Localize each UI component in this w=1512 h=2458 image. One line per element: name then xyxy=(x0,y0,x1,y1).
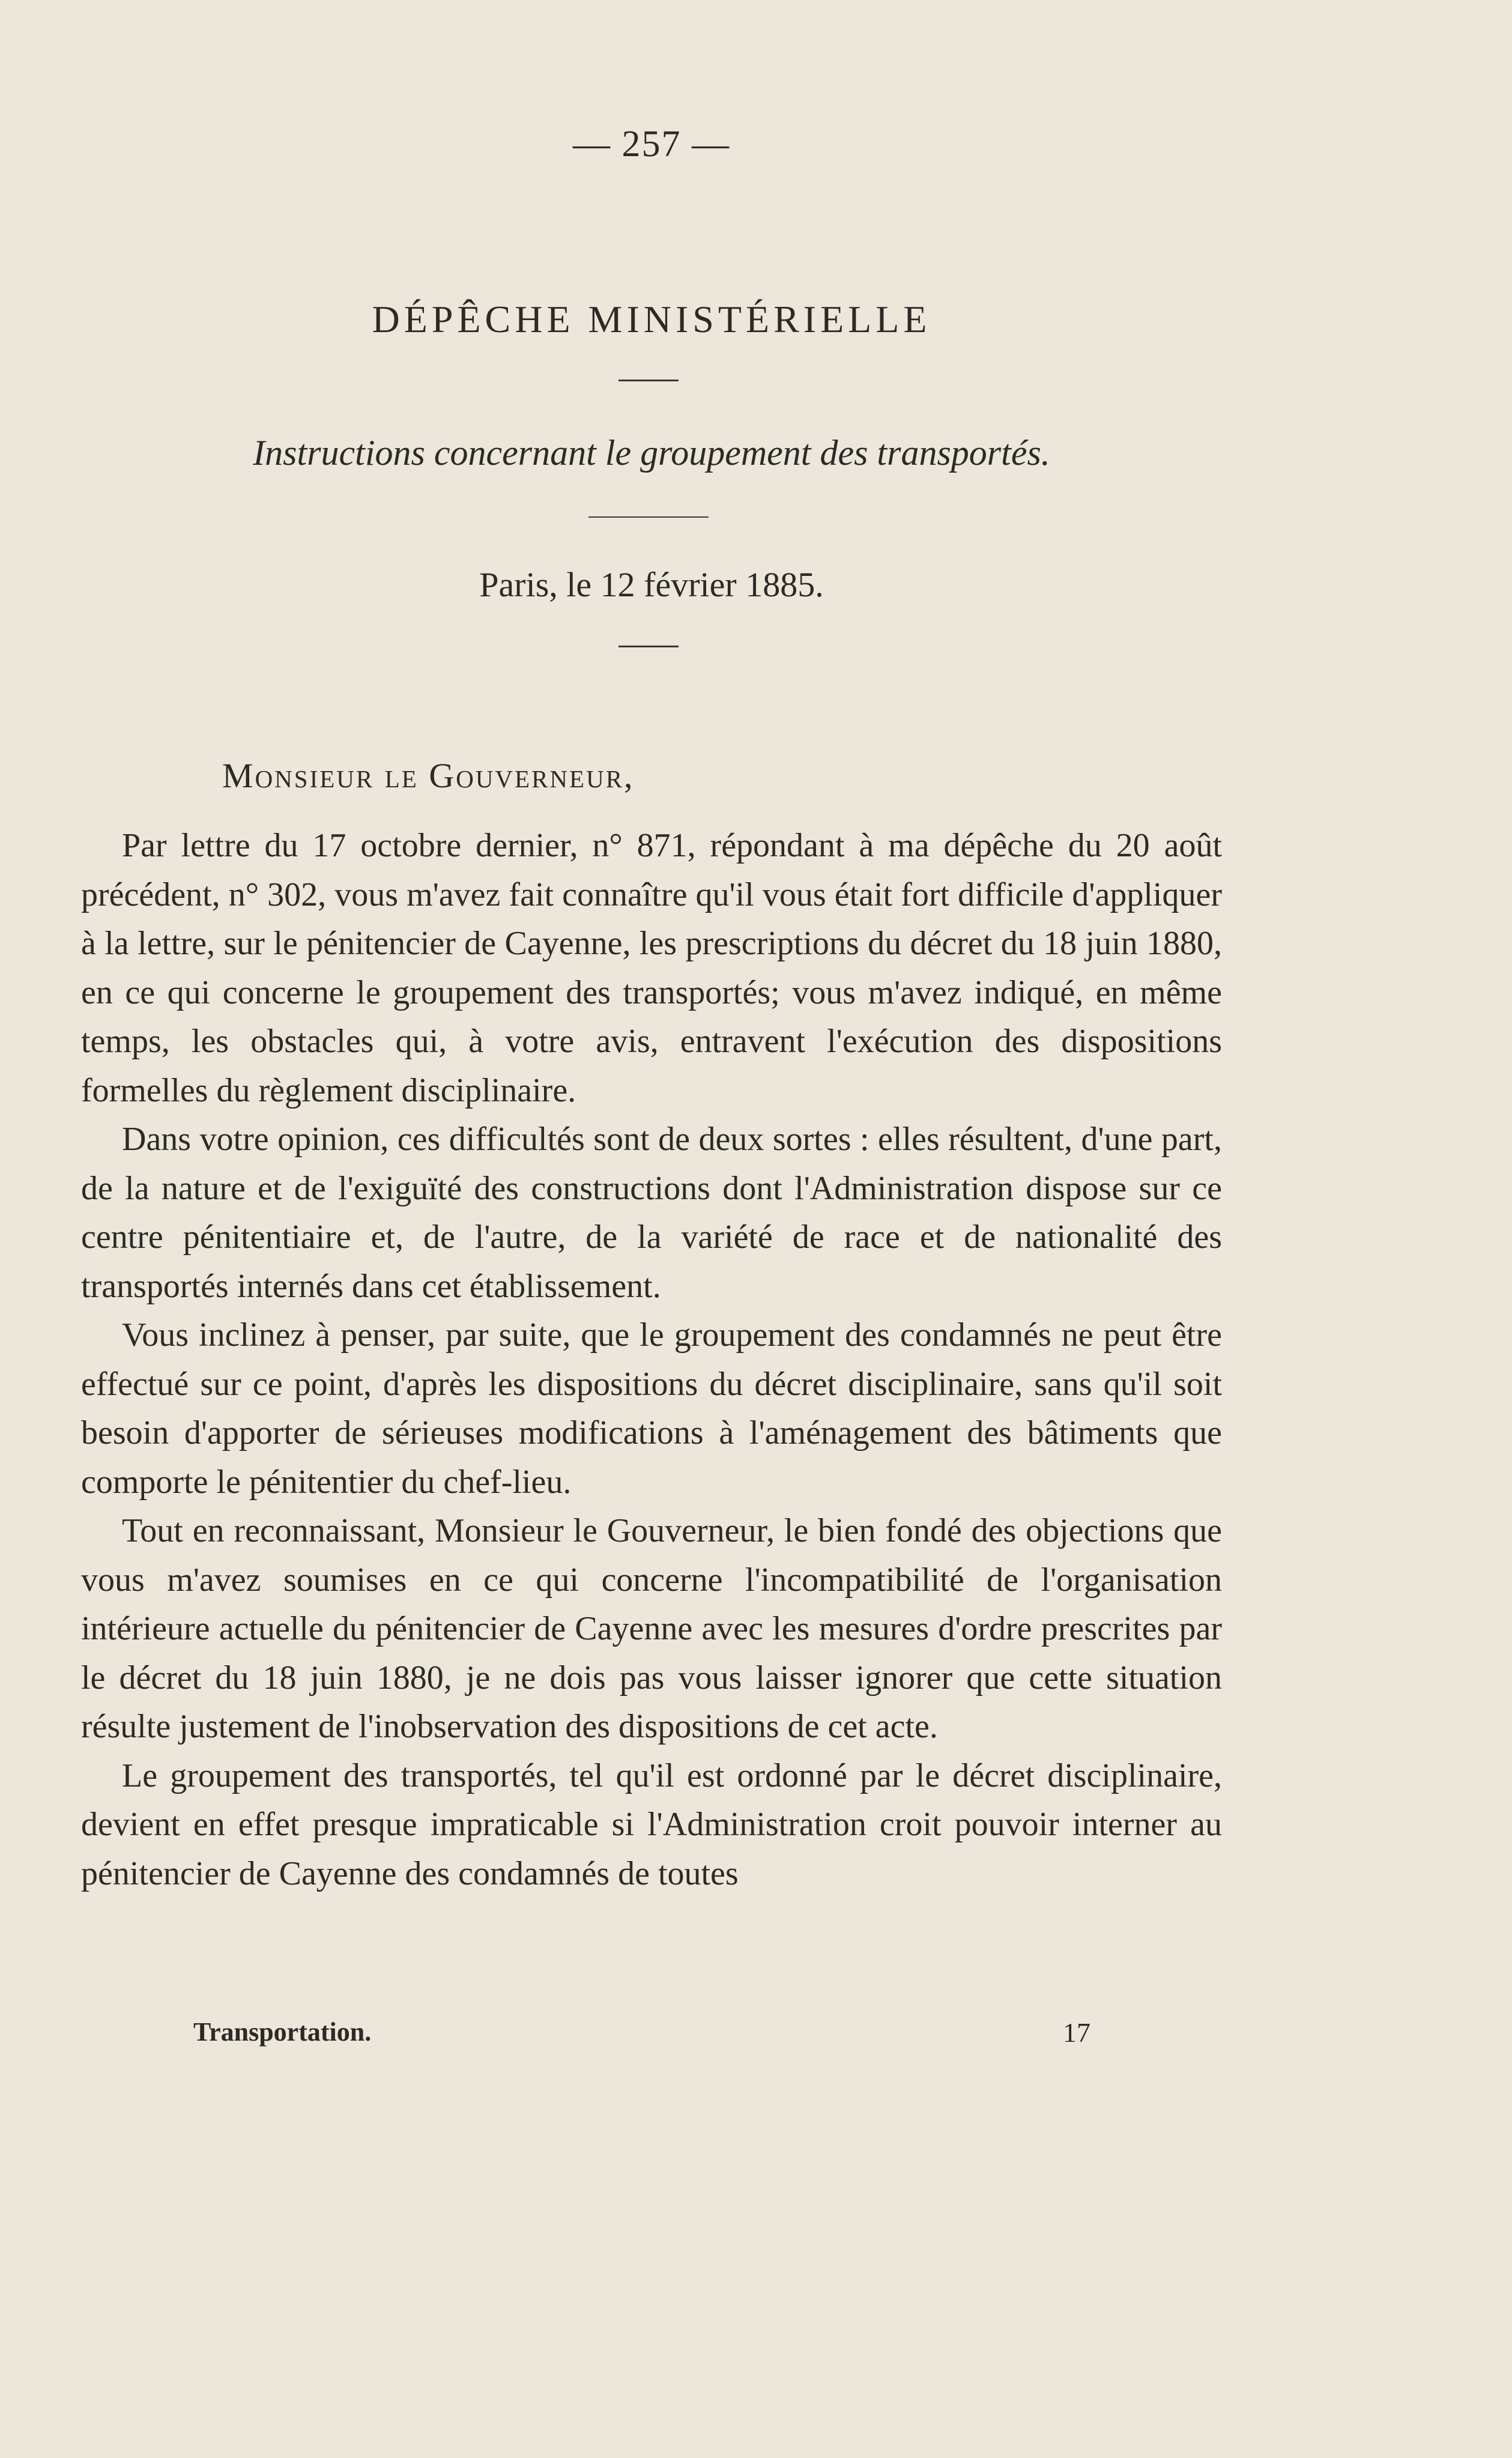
paragraph: Vous inclinez à penser, par suite, que le groupement des condamnés ne peut être effectué sur ce point, d'après les dispositions du décret disciplinaire, sans qu'il soit besoin d'apporter de sérieuses modifications à l'aménagement des bâtiments que comporte le pénitentier du chef-lieu. xyxy=(81,1316,1222,1501)
document-title: DÉPÊCHE MINISTÉRIELLE xyxy=(372,298,931,341)
body-text xyxy=(81,822,1222,1898)
dateline-divider xyxy=(618,646,679,647)
paragraph: Dans votre opinion, ces difficultés sont de deux sortes : elles résultent, d'une part, de la nature et de l'exiguïté des constructions dont l'Administration dispose sur ce centre pénitentiaire et, de l'autre, de la variété de race et de nationalité des transportés internés dans cet établissement. xyxy=(81,1121,1222,1305)
footer-sheet-number: 17 xyxy=(1063,2017,1090,2048)
subtitle-divider xyxy=(588,516,709,518)
document-subtitle: Instructions concernant le groupement des transportés. xyxy=(253,433,1050,473)
footer-signature: Transportation. xyxy=(193,2017,372,2047)
paragraph: Le groupement des transportés, tel qu'il est ordonné par le décret disciplinaire, devient en effet presque impraticable si l'Administration croit pouvoir interner au pénitencier de Cayenne des condamnés de toutes xyxy=(81,1757,1222,1892)
page-number: — 257 — xyxy=(573,124,730,165)
salutation: Monsieur le Gouverneur, xyxy=(222,756,635,795)
paragraph: Par lettre du 17 octobre dernier, n° 871, répondant à ma dépêche du 20 août précédent, n° 302, vous m'avez fait connaître qu'il vous était fort difficile d'appliquer à la lettre, sur le pénitencier de Cayenne, les prescriptions du décret du 18 juin 1880, en ce qui concerne le groupement des transportés; vous m'avez indiqué, en même temps, les obstacles qui, à votre avis, entravent l'exécution des dispositions formelles du règlement disciplinaire. xyxy=(81,827,1222,1109)
title-divider xyxy=(618,380,679,381)
paragraph: Tout en reconnaissant, Monsieur le Gouverneur, le bien fondé des objections que vous m'avez soumises en ce qui concerne l'incompatibilité de l'organisation intérieure actuelle du pénitencier de Cayenne avec les mesures d'ordre prescrites par le décret du 18 juin 1880, je ne dois pas vous laisser ignorer que cette situation résulte justement de l'inobservation des dispositions de cet acte. xyxy=(81,1512,1222,1745)
dateline: Paris, le 12 février 1885. xyxy=(479,565,824,604)
